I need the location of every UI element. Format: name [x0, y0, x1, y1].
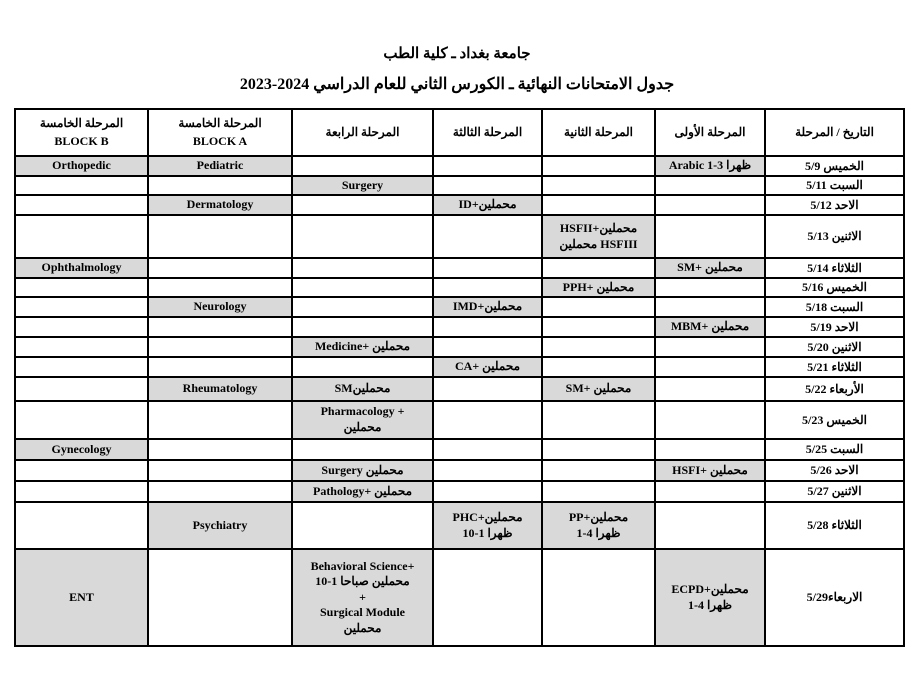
header-stage1: المرحلة الأولى — [655, 109, 765, 156]
stage2-cell — [542, 176, 655, 195]
stage4-cell: محملين Surgery — [292, 460, 433, 481]
stage3-cell — [433, 317, 542, 337]
block-a-cell: Pediatric — [148, 156, 292, 176]
stage4-cell: Surgery — [292, 176, 433, 195]
date-cell: السبت 5/25 — [765, 439, 904, 460]
stage4-cell: Pharmacology + محملين — [292, 401, 433, 439]
date-cell: الثلاثاء 5/21 — [765, 357, 904, 377]
stage3-cell: محملين+IMD — [433, 297, 542, 317]
stage4-cell — [292, 297, 433, 317]
stage1-cell — [655, 337, 765, 357]
block-a-cell — [148, 357, 292, 377]
stage3-cell — [433, 278, 542, 297]
date-cell: الخميس 5/16 — [765, 278, 904, 297]
table-row — [15, 297, 904, 317]
stage1-cell — [655, 481, 765, 502]
block-b-cell — [15, 502, 148, 549]
header-block-b — [15, 109, 148, 156]
stage2-cell — [542, 439, 655, 460]
header-stage4: المرحلة الرابعة — [292, 109, 433, 156]
table-row — [15, 377, 904, 401]
header-date: التاريخ / المرحلة — [765, 109, 904, 156]
block-a-cell: Psychiatry — [148, 502, 292, 549]
table-row — [15, 481, 904, 502]
block-a-cell — [148, 258, 292, 278]
stage3-cell — [433, 439, 542, 460]
block-a-cell — [148, 215, 292, 258]
header-row — [15, 109, 904, 156]
block-b-cell — [15, 401, 148, 439]
table-row — [15, 502, 904, 549]
block-b-cell: Orthopedic — [15, 156, 148, 176]
stage1-cell — [655, 502, 765, 549]
table-row — [15, 278, 904, 297]
table-row — [15, 401, 904, 439]
date-cell: الأربعاء 5/22 — [765, 377, 904, 401]
date-cell: الاحد 5/26 — [765, 460, 904, 481]
date-cell: الاربعاء5/29 — [765, 549, 904, 646]
block-a-cell — [148, 278, 292, 297]
stage1-cell — [655, 439, 765, 460]
block-a-cell: Neurology — [148, 297, 292, 317]
stage1-cell — [655, 176, 765, 195]
stage4-cell — [292, 317, 433, 337]
schedule-table-body — [15, 156, 904, 646]
stage3-cell — [433, 549, 542, 646]
block-b-cell — [15, 195, 148, 215]
university-title: جامعة بغداد ـ كلية الطب — [383, 46, 531, 62]
block-a-cell — [148, 337, 292, 357]
stage3-cell — [433, 215, 542, 258]
table-row — [15, 176, 904, 195]
block-a-cell — [148, 401, 292, 439]
date-cell: الاحد 5/12 — [765, 195, 904, 215]
stage4-cell: Behavioral Science+ محملين صباحا 1-10 + Surgical Module محملين — [292, 549, 433, 646]
stage3-cell: محملين +CA — [433, 357, 542, 377]
stage2-cell — [542, 460, 655, 481]
date-cell: الثلاثاء 5/28 — [765, 502, 904, 549]
stage2-cell — [542, 156, 655, 176]
table-row — [15, 156, 904, 176]
header-block-a-label: BLOCK A — [192, 133, 248, 148]
stage3-cell — [433, 337, 542, 357]
stage1-cell: محملين +SM — [655, 258, 765, 278]
stage4-cell — [292, 357, 433, 377]
stage2-cell: محملين +SM — [542, 377, 655, 401]
block-b-cell — [15, 357, 148, 377]
block-b-cell — [15, 297, 148, 317]
block-b-cell: Gynecology — [15, 439, 148, 460]
table-row — [15, 337, 904, 357]
stage3-cell: محملين+PHC ظهرا 1-10 — [433, 502, 542, 549]
stage2-cell — [542, 317, 655, 337]
stage1-cell: محملين +MBM — [655, 317, 765, 337]
date-cell: الثلاثاء 5/14 — [765, 258, 904, 278]
stage4-cell — [292, 195, 433, 215]
stage1-cell — [655, 195, 765, 215]
block-a-cell — [148, 439, 292, 460]
header-block-a — [148, 109, 292, 156]
stage2-cell — [542, 401, 655, 439]
stage1-cell — [655, 278, 765, 297]
stage2-cell — [542, 258, 655, 278]
header-block-a-stage: المرحلة الخامسة — [178, 116, 262, 131]
stage4-cell — [292, 156, 433, 176]
block-a-cell — [148, 317, 292, 337]
stage1-cell: محملين+ECPD ظهرا 4-1 — [655, 549, 765, 646]
block-b-cell — [15, 337, 148, 357]
stage4-cell — [292, 439, 433, 460]
stage4-cell: محملين +Medicine — [292, 337, 433, 357]
block-b-cell: Ophthalmology — [15, 258, 148, 278]
stage2-cell — [542, 357, 655, 377]
stage3-cell — [433, 377, 542, 401]
table-row — [15, 317, 904, 337]
date-cell: السبت 5/11 — [765, 176, 904, 195]
stage2-cell — [542, 195, 655, 215]
date-cell: الاحد 5/19 — [765, 317, 904, 337]
block-a-cell — [148, 460, 292, 481]
block-b-cell: ENT — [15, 549, 148, 646]
stage3-cell — [433, 481, 542, 502]
date-cell: السبت 5/18 — [765, 297, 904, 317]
block-b-cell — [15, 278, 148, 297]
date-cell: الاثنين 5/13 — [765, 215, 904, 258]
block-b-cell — [15, 460, 148, 481]
stage4-cell — [292, 502, 433, 549]
date-cell: الخميس 5/23 — [765, 401, 904, 439]
stage3-cell: محملين+ID — [433, 195, 542, 215]
stage1-cell: محملين +HSFI — [655, 460, 765, 481]
stage1-cell — [655, 357, 765, 377]
stage1-cell — [655, 401, 765, 439]
stage1-cell: ظهرا Arabic 1-3 — [655, 156, 765, 176]
header-stage2: المرحلة الثانية — [542, 109, 655, 156]
block-a-cell — [148, 176, 292, 195]
stage1-cell — [655, 297, 765, 317]
table-row — [15, 215, 904, 258]
table-row — [15, 195, 904, 215]
schedule-title: جدول الامتحانات النهائية ـ الكورس الثاني للعام الدراسي 2024-2023 — [239, 76, 675, 93]
stage3-cell — [433, 258, 542, 278]
header-block-b-label: BLOCK B — [54, 133, 109, 148]
table-row — [15, 439, 904, 460]
stage3-cell — [433, 156, 542, 176]
block-b-cell — [15, 215, 148, 258]
stage1-cell — [655, 377, 765, 401]
block-a-cell — [148, 549, 292, 646]
stage4-cell: محملين +Pathology — [292, 481, 433, 502]
block-b-cell — [15, 176, 148, 195]
stage2-cell — [542, 549, 655, 646]
table-row — [15, 549, 904, 646]
table-row — [15, 258, 904, 278]
stage3-cell — [433, 176, 542, 195]
block-a-cell — [148, 481, 292, 502]
header-block-b-stage: المرحلة الخامسة — [39, 116, 124, 131]
block-b-cell — [15, 481, 148, 502]
exam-schedule-table — [14, 108, 905, 647]
stage4-cell — [292, 215, 433, 258]
stage2-cell — [542, 337, 655, 357]
block-b-cell — [15, 377, 148, 401]
stage2-cell: محملين +PPH — [542, 278, 655, 297]
block-b-cell — [15, 317, 148, 337]
stage2-cell — [542, 297, 655, 317]
stage1-cell — [655, 215, 765, 258]
block-a-cell: Rheumatology — [148, 377, 292, 401]
header-stage3: المرحلة الثالثة — [433, 109, 542, 156]
stage2-cell: محملين+PP ظهرا 4-1 — [542, 502, 655, 549]
stage4-cell — [292, 258, 433, 278]
stage3-cell — [433, 460, 542, 481]
stage2-cell: محملين+HSFII HSFIII محملين — [542, 215, 655, 258]
table-row — [15, 460, 904, 481]
stage4-cell: محملينSM — [292, 377, 433, 401]
stage3-cell — [433, 401, 542, 439]
block-a-cell: Dermatology — [148, 195, 292, 215]
stage2-cell — [542, 481, 655, 502]
date-cell: الاثنين 5/20 — [765, 337, 904, 357]
table-row — [15, 357, 904, 377]
date-cell: الخميس 5/9 — [765, 156, 904, 176]
date-cell: الاثنين 5/27 — [765, 481, 904, 502]
stage4-cell — [292, 278, 433, 297]
